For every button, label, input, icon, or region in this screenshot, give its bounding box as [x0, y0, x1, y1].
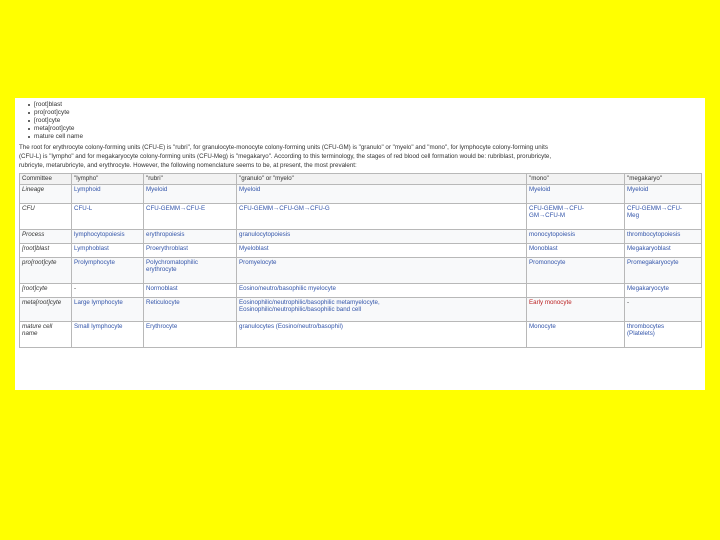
table-row	[20, 297, 702, 321]
table-cell[interactable]: CFU-GEMM→CFU- GM→CFU-M	[527, 203, 625, 229]
table-cell[interactable]: Promegakaryocyte	[625, 257, 702, 283]
table-cell[interactable]: CFU-GEMM→CFU-E	[144, 203, 237, 229]
stage-list-item: [root]cyte	[29, 117, 701, 125]
table-cell[interactable]: Myeloid	[237, 184, 527, 203]
table-cell[interactable]: Megakaryocyte	[625, 283, 702, 297]
paragraph-line: rubricyte, metarubricyte, and erythrocyte. However, the following nomenclature seems to be, at present, the most prevalent:	[19, 162, 357, 169]
table-cell[interactable]: Monoblast	[527, 243, 625, 257]
row-header: Lineage	[20, 184, 72, 203]
row-header: meta[root]cyte	[20, 297, 72, 321]
table-cell[interactable]: thrombocytes (Platelets)	[625, 321, 702, 347]
column-header: "megakaryo"	[625, 174, 702, 185]
stage-list-item: pro[root]cyte	[29, 109, 701, 117]
column-header: "granulo" or "myelo"	[237, 174, 527, 185]
table-row	[20, 203, 702, 229]
row-header: pro[root]cyte	[20, 257, 72, 283]
row-header: [root]blast	[20, 243, 72, 257]
column-header: "lympho"	[72, 174, 144, 185]
column-header: Committee	[20, 174, 72, 185]
table-row	[20, 257, 702, 283]
document-panel	[15, 98, 705, 390]
table-cell[interactable]: Polychromatophilic erythrocyte	[144, 257, 237, 283]
paragraph-line: (CFU-L) is "lympho" and for megakaryocyte colony-forming units (CFU-Meg) is "megakaryo". According to this terminology, the stages of red blood cell formation would be: rubriblast, prorubricyte,	[19, 153, 552, 160]
table-cell: -	[625, 297, 702, 321]
table-cell[interactable]: Myeloid	[625, 184, 702, 203]
table-row	[20, 243, 702, 257]
table-cell[interactable]: CFU-GEMM→CFU- Meg	[625, 203, 702, 229]
table-cell[interactable]: Early monocyte	[527, 297, 625, 321]
table-cell[interactable]: erythropoiesis	[144, 229, 237, 243]
table-cell[interactable]: Eosino/neutro/basophilic myelocyte	[237, 283, 527, 297]
table-header-row	[20, 174, 702, 185]
table-cell[interactable]: Myeloid	[144, 184, 237, 203]
row-header: CFU	[20, 203, 72, 229]
table-cell[interactable]: granulocytes (Eosino/neutro/basophil)	[237, 321, 527, 347]
table-row	[20, 283, 702, 297]
table-row	[20, 321, 702, 347]
row-header: mature cell name	[20, 321, 72, 347]
table-cell	[527, 283, 625, 297]
table-cell[interactable]: lymphocytopoiesis	[72, 229, 144, 243]
table-cell[interactable]: Monocyte	[527, 321, 625, 347]
table-cell[interactable]: thrombocytopoiesis	[625, 229, 702, 243]
hematopoiesis-table	[19, 173, 702, 348]
table-cell[interactable]: Prolymphocyte	[72, 257, 144, 283]
table-cell[interactable]: Large lymphocyte	[72, 297, 144, 321]
nomenclature-paragraph	[19, 143, 701, 170]
table-cell[interactable]: Reticulocyte	[144, 297, 237, 321]
table-cell[interactable]: Megakaryoblast	[625, 243, 702, 257]
table-cell[interactable]: Lymphoid	[72, 184, 144, 203]
table-cell[interactable]: Lymphoblast	[72, 243, 144, 257]
table-cell: -	[72, 283, 144, 297]
row-header: Process	[20, 229, 72, 243]
stage-list-item: mature cell name	[29, 133, 701, 141]
stage-list	[19, 101, 701, 141]
table-cell[interactable]: Proerythroblast	[144, 243, 237, 257]
table-cell[interactable]: Promyelocyte	[237, 257, 527, 283]
stage-list-item: [root]blast	[29, 101, 701, 109]
table-row	[20, 229, 702, 243]
row-header: [root]cyte	[20, 283, 72, 297]
table-row	[20, 184, 702, 203]
table-cell[interactable]: monocytopoiesis	[527, 229, 625, 243]
paragraph-line: The root for erythrocyte colony-forming units (CFU-E) is "rubri", for granulocyte-monocyte colony-forming units (CFU-GM) is "granulo" or "myelo" and "mono", for lymphocyte colony-forming units	[19, 144, 548, 151]
table-cell[interactable]: CFU-GEMM→CFU-GM→CFU-G	[237, 203, 527, 229]
table-cell[interactable]: Myeloid	[527, 184, 625, 203]
table-cell[interactable]: granulocytopoiesis	[237, 229, 527, 243]
table-cell[interactable]: Normoblast	[144, 283, 237, 297]
table-cell[interactable]: Promonocyte	[527, 257, 625, 283]
stage-list-item: meta[root]cyte	[29, 125, 701, 133]
table-cell[interactable]: Myeloblast	[237, 243, 527, 257]
table-cell[interactable]: Small lymphocyte	[72, 321, 144, 347]
table-cell[interactable]: CFU-L	[72, 203, 144, 229]
column-header: "rubri"	[144, 174, 237, 185]
column-header: "mono"	[527, 174, 625, 185]
table-cell[interactable]: Eosinophilic/neutrophilic/basophilic metamyelocyte, Eosinophilic/neutrophilic/basophilic band cell	[237, 297, 527, 321]
table-cell[interactable]: Erythrocyte	[144, 321, 237, 347]
